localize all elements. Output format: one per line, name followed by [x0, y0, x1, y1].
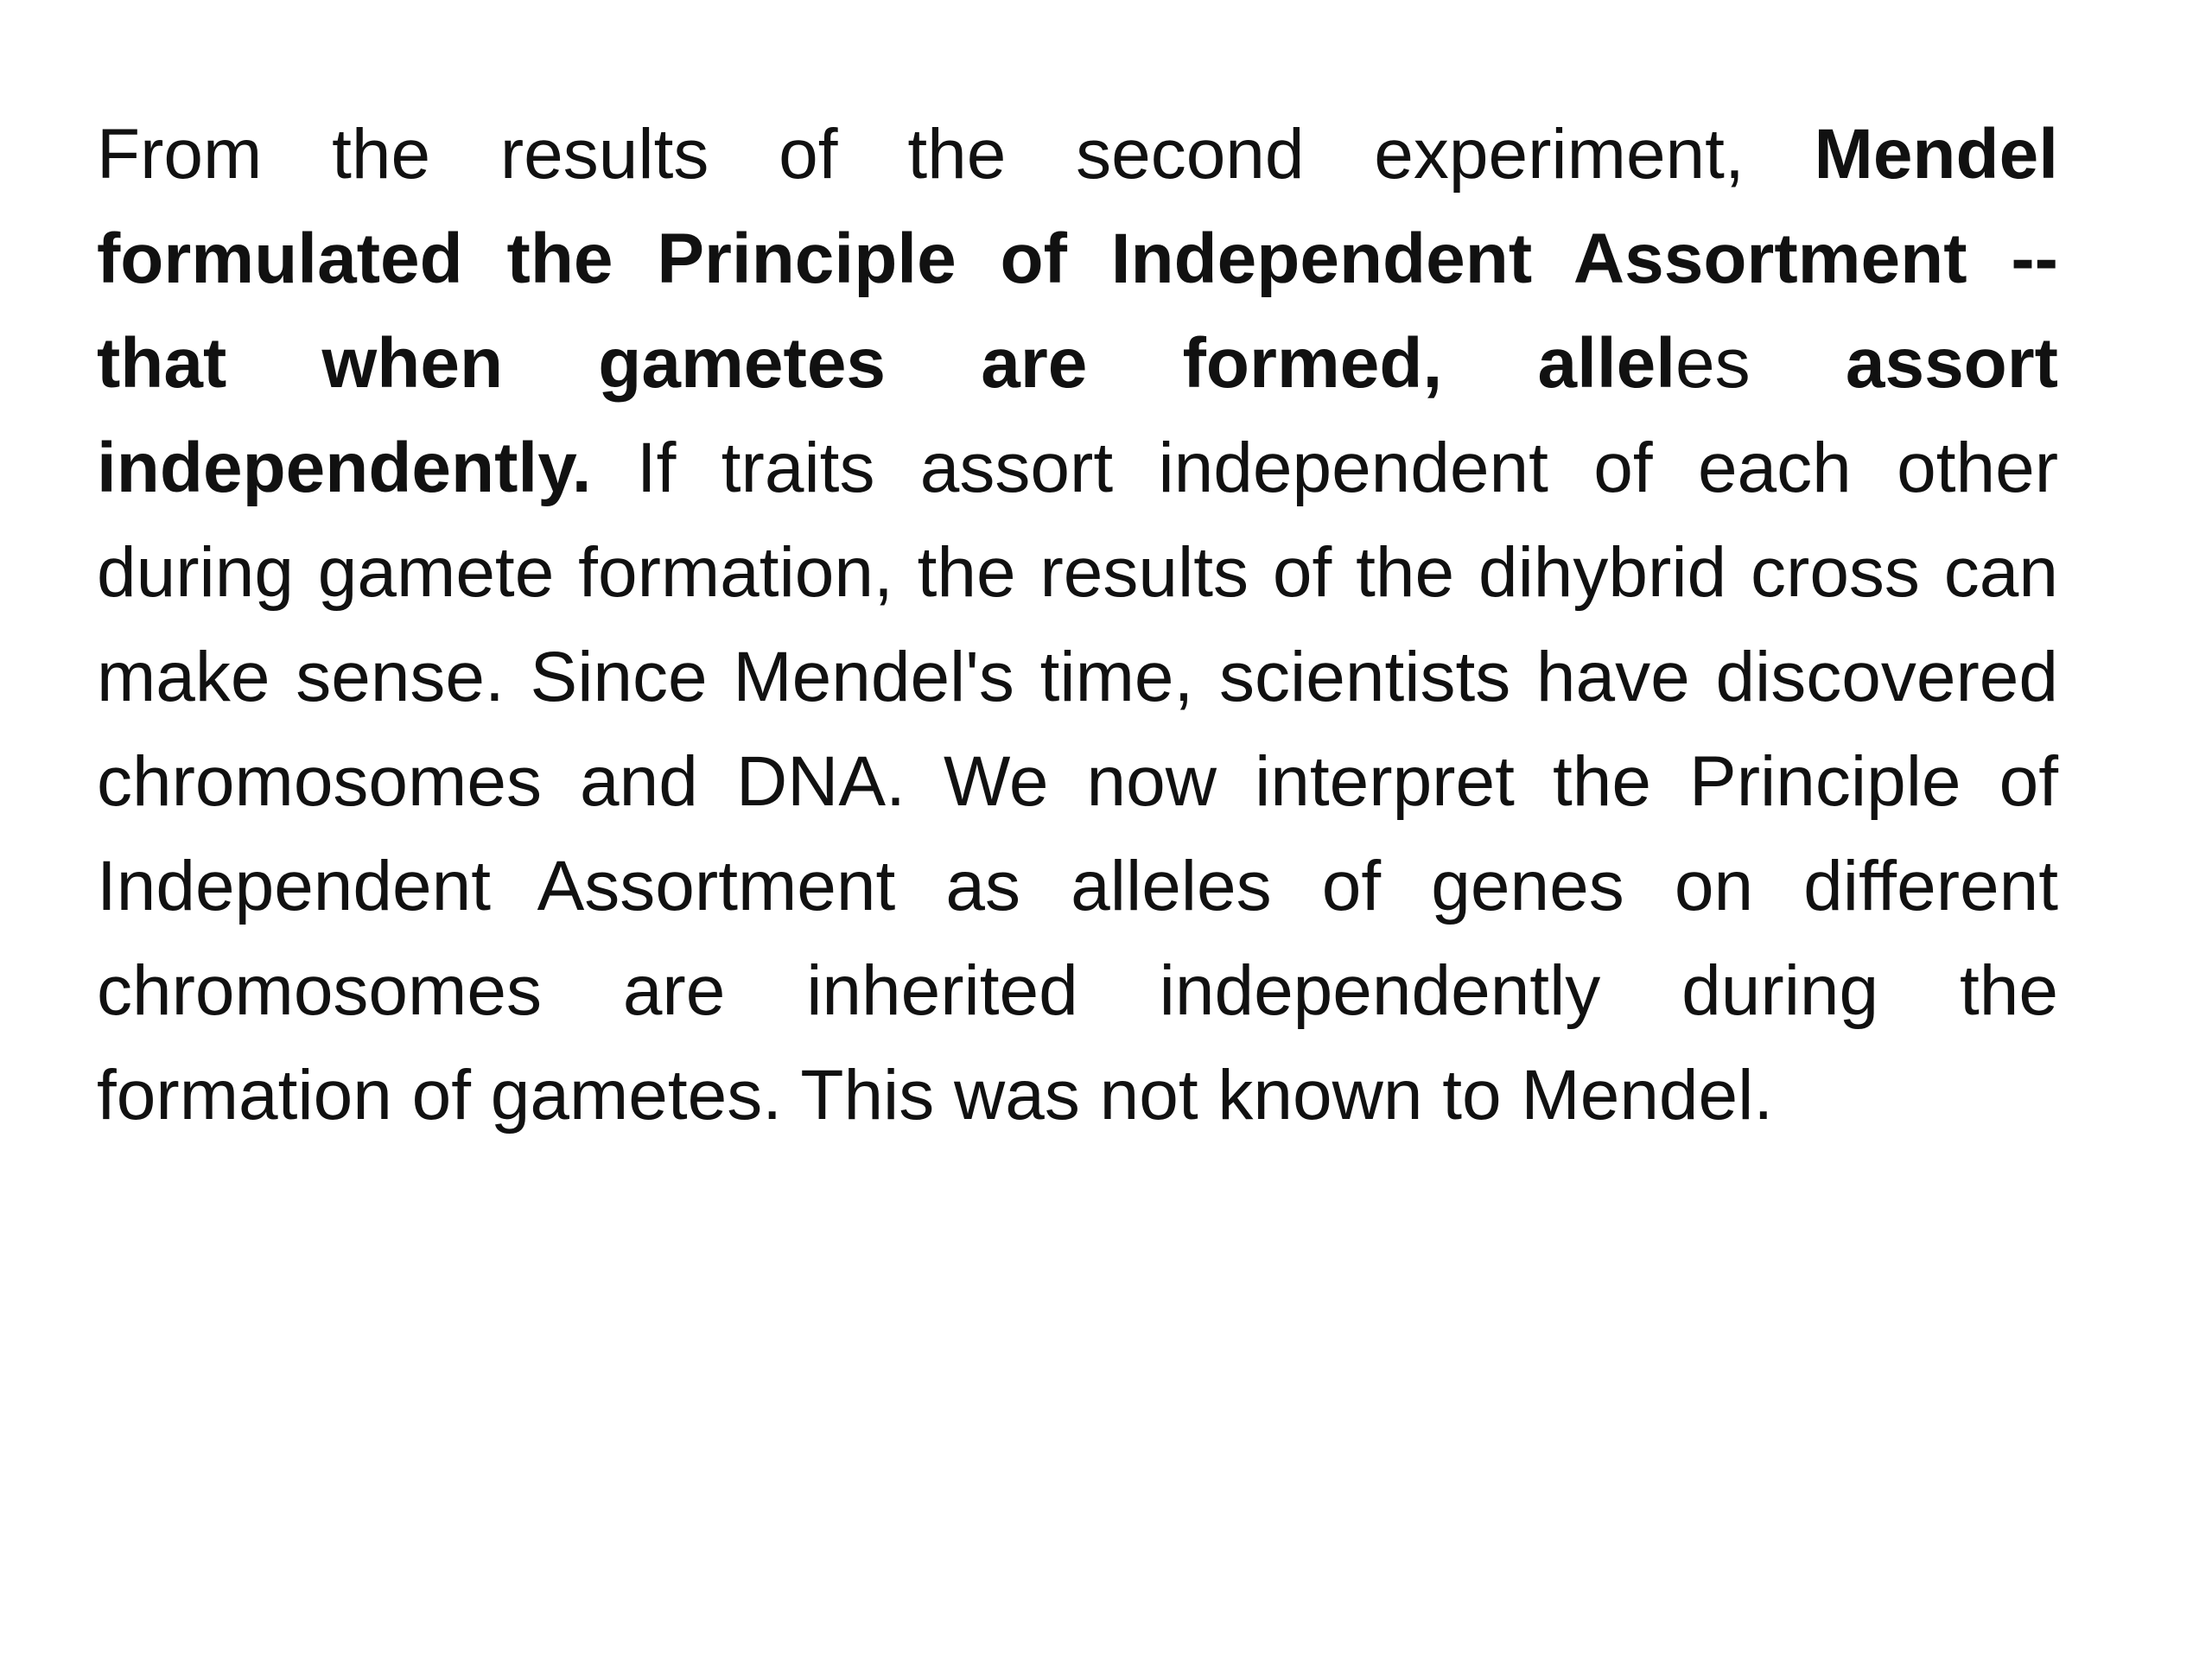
principle-statement-end: assort independently. [97, 324, 2058, 507]
principle-regular-fragment: es [1675, 324, 1751, 403]
principle-statement: Mendel formulated the Principle of Independent Assortment -- that when gametes are formed, allel [97, 115, 2058, 403]
explanation-text: If traits assort independent of each other during gamete formation, the results of the dihybrid cross can make sense. Since Mendel's time, scientists have discovered chromosomes and DNA. We now interpret the Principle of Independent Assortment as alleles of genes on different chromosomes are inherited independently during the formation of gametes. This was not known to Mendel. [97, 429, 2058, 1135]
body-paragraph [97, 102, 2058, 1147]
intro-text: From the results of the second experiment, [97, 115, 1815, 194]
